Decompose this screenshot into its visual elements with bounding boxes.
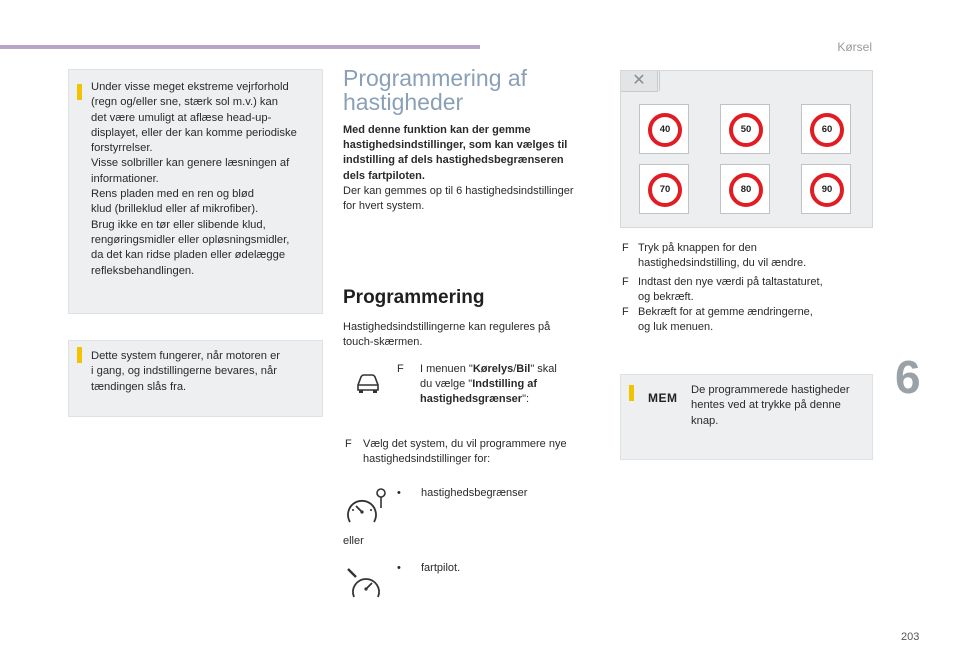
speed-sign-icon: 70 [648,173,682,207]
chapter-number: 6 [895,351,921,403]
warning-note-weather [68,69,323,314]
bullet: • [397,562,401,574]
step-marker: F [345,438,352,450]
info-note-mem [620,374,873,460]
step-confirm: Bekræft for at gemme ændringerne, og luk menuen. [638,306,813,334]
info-icon [77,347,82,363]
option-speed-limiter: hastighedsbegrænser [421,487,528,499]
step-marker: F [622,242,629,254]
step-select-system: Vælg det system, du vil programmere nye hastighedsindstillinger for: [363,438,567,466]
speed-button-40[interactable] [639,104,689,154]
touchscreen-illustration [620,70,873,228]
text: " skal du vælge " [420,363,557,391]
step-enter-value: Indtast den nye værdi på taltastaturet, og bekræft. [638,276,823,304]
info-icon [77,84,82,100]
step-marker: F [397,363,404,375]
close-icon[interactable]: ✕ [621,71,658,92]
intro-bold: Med denne funktion kan der gemme hastighedsindstillinger, som kan vælges til indstilling af dels hastighedsbegrænseren dels fartpiloten. [343,124,568,182]
page-number: 203 [901,631,920,643]
step-press-button: Tryk på knappen for den hastighedsindstilling, du vil ændre. [638,242,807,270]
speed-button-90[interactable] [801,164,851,214]
note-text: Under visse meget ekstreme vejrforhold (regn og/eller sne, stærk sol m.v.) kan det være umuligt at aflæse head-up- displayet, eller der kan komme periodiske forstyrrelser. Visse solbriller kan genere læsningen af informationer. Rens pladen med en ren og blød klud (brilleklud eller af mikrofiber). Brug ikke en tør eller slibende klud, rengøringsmidler eller opløsningsmidler, da det kan ridse pladen eller ødelægge refleksbehandlingen. [91,81,297,277]
info-icon [629,385,634,401]
speed-sign-icon: 60 [810,113,844,147]
setting-name: Indstilling af hastighedsgrænser [420,378,537,406]
option-cruise-control: fartpilot. [421,562,461,574]
step-marker: F [622,306,629,318]
section-heading: Programmering [343,287,485,308]
bullet: • [397,487,401,499]
speed-limiter-icon [344,486,392,530]
text: I menuen " [420,363,473,375]
menu-name: Kørelys [472,363,514,375]
or-text: eller [343,535,364,547]
step-menu-instruction [420,362,605,408]
speed-button-60[interactable] [801,104,851,154]
body-text: Hastighedsindstillingerne kan reguleres på touch-skærmen. [343,321,551,349]
step-marker: F [622,276,629,288]
text: ": [522,393,530,406]
car-icon [354,372,382,394]
page-title: Programmering af hastigheder [343,65,528,115]
divider [659,71,660,91]
section-label: Kørsel [837,40,872,54]
note-text: De programmerede hastigheder hentes ved at trykke på denne knap. [691,384,850,427]
header-bar [0,45,480,49]
speed-sign-icon: 90 [810,173,844,207]
info-note-system [68,340,323,417]
menu-name: Bil [516,363,531,375]
text: / [513,363,517,375]
mem-button-label: MEM [648,391,678,405]
note-text: Dette system fungerer, når motoren er i gang, og indstillingerne bevares, når tændingen slås fra. [91,350,281,393]
speed-button-50[interactable] [720,104,770,154]
speed-sign-icon: 40 [648,113,682,147]
speed-button-70[interactable] [639,164,689,214]
speed-sign-icon: 50 [729,113,763,147]
speed-button-80[interactable] [720,164,770,214]
cruise-control-icon [346,563,386,603]
speed-sign-icon: 80 [729,173,763,207]
intro-text: Der kan gemmes op til 6 hastighedsindstillinger for hvert system. [343,185,574,213]
